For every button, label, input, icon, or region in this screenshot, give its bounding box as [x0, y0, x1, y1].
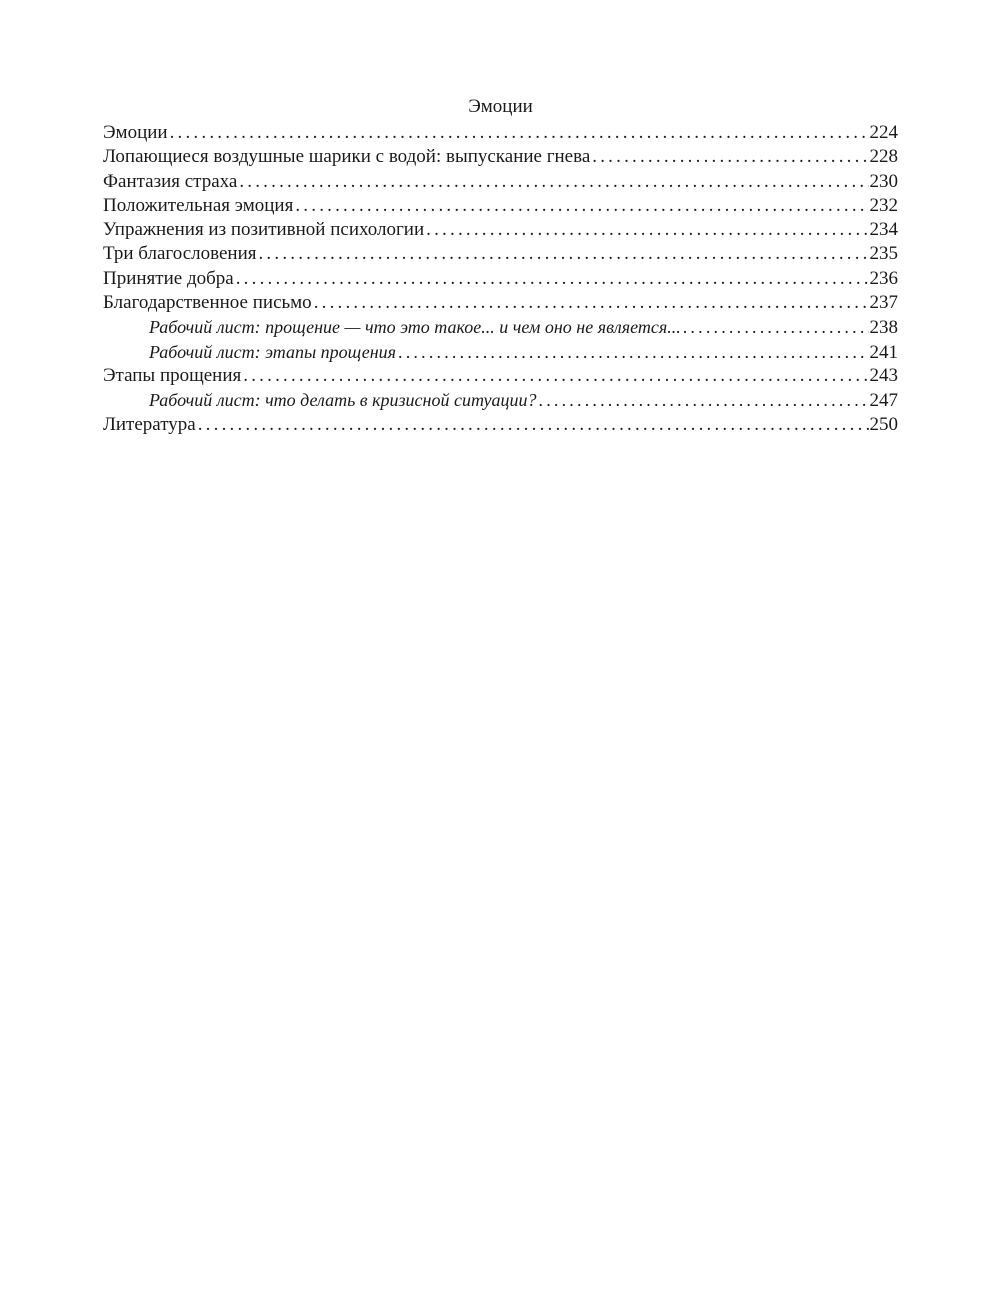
- toc-entry[interactable]: [103, 291, 898, 315]
- toc-entry-title: Лопающиеся воздушные шарики с водой: выпускание гнева: [103, 146, 591, 168]
- toc-entry[interactable]: [103, 145, 898, 169]
- toc-entry-page: 250: [869, 413, 898, 435]
- toc-entry-title: Положительная эмоция: [103, 194, 294, 216]
- toc-entry-page: 243: [869, 364, 898, 386]
- toc-subentry[interactable]: [103, 340, 898, 364]
- toc-entry-title: Принятие добра: [103, 267, 234, 289]
- toc-entry-page: 235: [869, 243, 898, 265]
- toc-leader-dots: [426, 218, 868, 242]
- toc-leader-dots: [295, 194, 868, 218]
- toc-entry[interactable]: [103, 364, 898, 388]
- section-title: Эмоции: [468, 96, 533, 117]
- toc-leader-dots: [539, 388, 869, 412]
- toc-entry-page: 236: [869, 267, 898, 289]
- toc-entry[interactable]: [103, 218, 898, 242]
- toc-leader-dots: [239, 170, 868, 194]
- toc-entry[interactable]: [103, 267, 898, 291]
- toc-entry-title: Эмоции: [103, 122, 168, 143]
- toc-leader-dots: [236, 267, 869, 291]
- toc-entry-page: 237: [869, 292, 898, 314]
- toc-subentry[interactable]: [103, 315, 898, 339]
- toc-leader-dots: [243, 364, 868, 388]
- toc-subentry-title: Рабочий лист: что делать в кризисной ситуации?: [149, 390, 537, 411]
- toc-leader-dots: [592, 145, 868, 169]
- toc-leader-dots: [398, 340, 868, 364]
- toc-entry[interactable]: [103, 170, 898, 194]
- toc-leader-dots: [314, 291, 869, 315]
- toc-entry[interactable]: [103, 242, 898, 266]
- toc-subentry-page: 247: [869, 390, 898, 412]
- toc-leader-dots: [170, 121, 869, 145]
- toc-entry-page: 232: [869, 194, 898, 216]
- toc-subentry-page: 238: [869, 317, 898, 339]
- toc-entry-title: Три благословения: [103, 243, 257, 265]
- toc-entry[interactable]: [103, 413, 898, 437]
- toc-entry-title: Благодарственное письмо: [103, 292, 312, 314]
- toc-entry-title: Этапы прощения: [103, 364, 242, 386]
- toc-entry-page: 234: [869, 219, 898, 241]
- toc-subentry-page: 241: [869, 341, 898, 363]
- toc-entry-page: 224: [869, 122, 898, 143]
- toc-entry-title: Литература: [103, 413, 196, 435]
- toc-leader-dots: [258, 242, 868, 266]
- toc-subentry-title: Рабочий лист: прощение — что это такое... и чем оно не является...: [149, 317, 681, 338]
- toc-leader-dots: [198, 413, 869, 437]
- toc-list: [103, 121, 898, 437]
- toc-entry[interactable]: [103, 194, 898, 218]
- toc-subentry-title: Рабочий лист: этапы прощения: [149, 341, 397, 362]
- toc-page: [103, 93, 898, 437]
- toc-leader-dots: [683, 315, 869, 339]
- toc-entry-page: 230: [869, 170, 898, 192]
- toc-entry-page: 228: [869, 146, 898, 168]
- toc-entry-title: Фантазия страха: [103, 170, 238, 192]
- toc-entry[interactable]: [103, 121, 898, 145]
- toc-entry-title: Упражнения из позитивной психологии: [103, 219, 425, 241]
- toc-subentry[interactable]: [103, 388, 898, 412]
